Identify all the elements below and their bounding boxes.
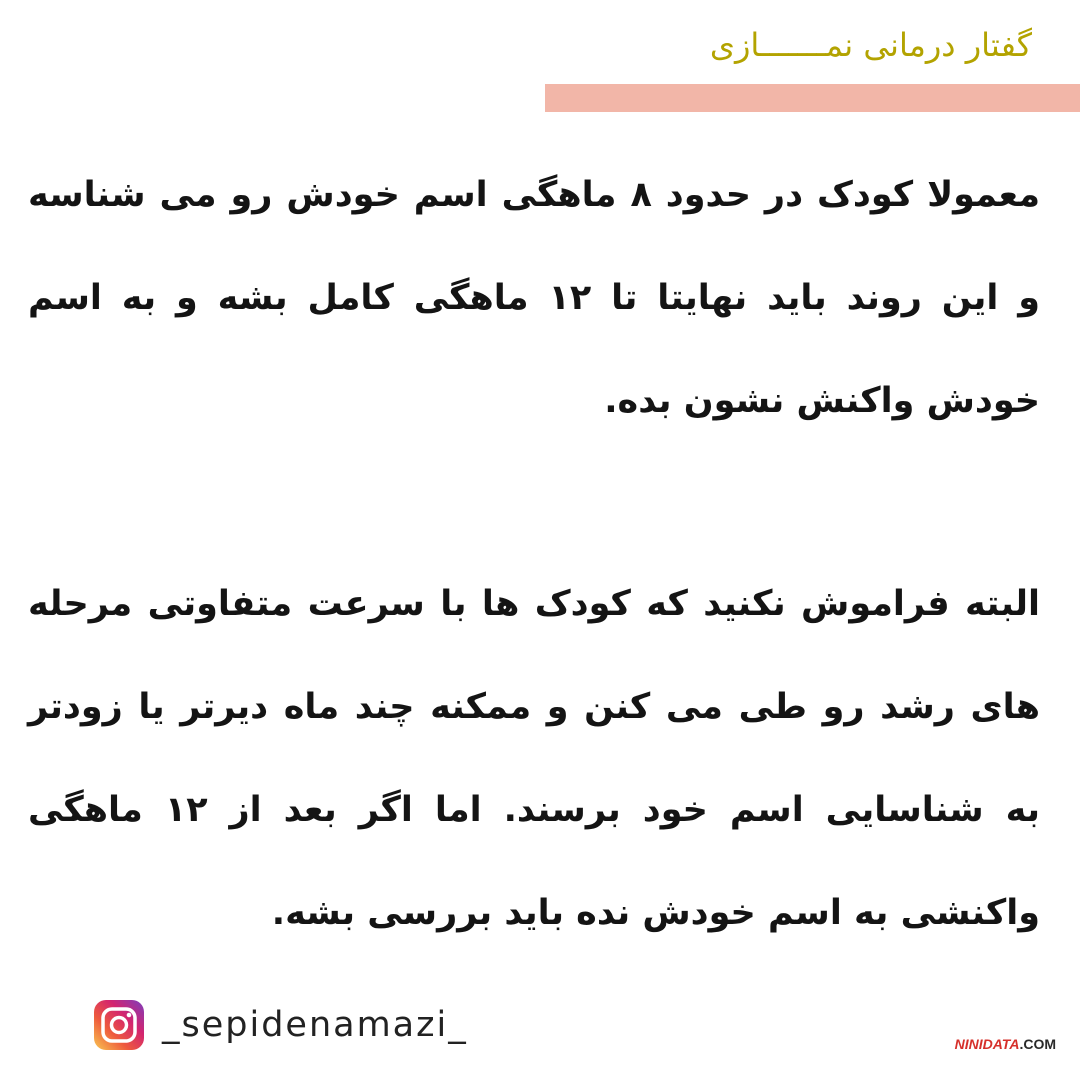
- brand-title: گفتار درمانی نمـــــــازی: [709, 26, 1032, 64]
- instagram-handle-text: _sepidenamazi_: [162, 1005, 468, 1045]
- paragraph-2: البته فراموش نکنید که کودک ها با سرعت متفاوتی مرحله های رشد رو طی می کنن و ممکنه چند ماه دیرتر یا زودتر به شناسایی اسم خود برسند. اما اگر بعد از ۱۲ ماهگی واکنشی به اسم خودش نده باید بررسی بشه.: [28, 584, 1040, 933]
- watermark-logo: [955, 1036, 1056, 1052]
- instagram-icon: [94, 1000, 144, 1050]
- paragraph-1: معمولا کودک در حدود ۸ ماهگی اسم خودش رو می شناسه و این روند باید نهایتا تا ۱۲ ماهگی کامل بشه و به اسم خودش واکنش نشون بده.: [28, 175, 1040, 421]
- accent-bar: [545, 84, 1080, 112]
- watermark-tld: .COM: [1019, 1036, 1056, 1052]
- watermark-name: NINIDATA: [954, 1036, 1020, 1052]
- instagram-handle[interactable]: [94, 1000, 468, 1050]
